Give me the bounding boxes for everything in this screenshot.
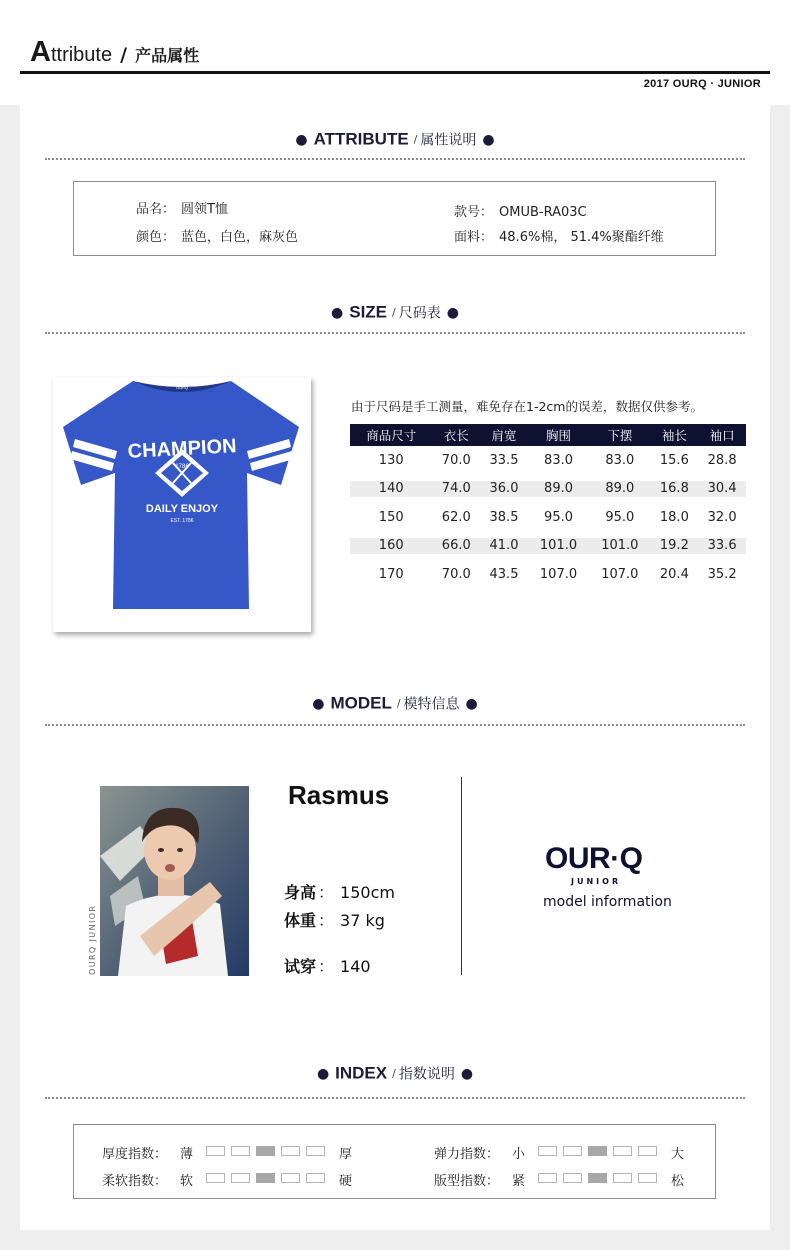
heading-en: MODEL bbox=[330, 693, 392, 713]
index-scale bbox=[206, 1173, 325, 1183]
product-image bbox=[53, 377, 311, 632]
index-row-fit: 版型指数： 紧 松 bbox=[434, 1174, 685, 1189]
model-side-text: OURQ JUNIOR bbox=[88, 904, 97, 975]
bullet-icon: ● bbox=[295, 131, 308, 148]
index-box bbox=[73, 1124, 716, 1199]
model-height: 身高 ： 150cm bbox=[284, 883, 395, 902]
table-cell: 36.0 bbox=[480, 475, 528, 504]
bullet-icon: ● bbox=[465, 695, 478, 712]
section-heading-index bbox=[20, 1063, 770, 1084]
index-cell bbox=[588, 1146, 607, 1156]
table-row bbox=[350, 475, 746, 504]
col-sleeve: 袖长 bbox=[651, 424, 699, 446]
index-cell bbox=[613, 1173, 632, 1183]
heading-separator: / bbox=[396, 697, 401, 710]
dotted-divider bbox=[45, 158, 745, 160]
attribute-fabric: 面料： 48.6%棉， 51.4%聚酯纤维 bbox=[454, 230, 664, 245]
logo-caption: model information bbox=[543, 894, 672, 910]
attribute-style-no: 款号： OMUB-RA03C bbox=[454, 205, 587, 220]
index-cell bbox=[206, 1173, 225, 1183]
index-scale bbox=[538, 1146, 657, 1156]
table-cell: 170 bbox=[378, 566, 404, 582]
bullet-icon: ● bbox=[460, 1065, 474, 1082]
index-cell bbox=[231, 1146, 250, 1156]
shirt-print-small: 1786 bbox=[175, 464, 189, 470]
tshirt-icon bbox=[53, 377, 311, 632]
heading-cn: 模特信息 bbox=[403, 696, 460, 713]
table-cell: 140 bbox=[350, 475, 432, 504]
table-row bbox=[350, 560, 746, 589]
index-row-thickness: 厚度指数： 薄 厚 bbox=[102, 1147, 353, 1162]
table-cell: 33.5 bbox=[489, 452, 519, 468]
index-cell bbox=[563, 1146, 582, 1156]
heading-separator: / bbox=[392, 1067, 396, 1080]
heading-cn: 尺码表 bbox=[398, 305, 441, 322]
table-cell: 107.0 bbox=[539, 566, 578, 582]
dotted-divider bbox=[45, 1097, 745, 1099]
table-cell: 35.2 bbox=[707, 566, 737, 582]
table-cell: 32.0 bbox=[707, 509, 737, 525]
table-cell: 18.0 bbox=[659, 509, 689, 525]
col-shoulder: 肩宽 bbox=[480, 424, 528, 446]
index-cell bbox=[206, 1146, 225, 1156]
ourq-logo-sub: JUNIOR bbox=[571, 877, 622, 886]
section-heading-size bbox=[20, 302, 770, 323]
table-cell: 41.0 bbox=[480, 532, 528, 561]
heading-cn: 指数说明 bbox=[398, 1066, 455, 1083]
index-row-elasticity: 弹力指数： 小 大 bbox=[434, 1147, 685, 1162]
table-row bbox=[350, 503, 746, 532]
heading-en: ATTRIBUTE bbox=[313, 129, 409, 149]
heading-separator: / bbox=[413, 133, 418, 146]
index-cell bbox=[638, 1173, 657, 1183]
bullet-icon: ● bbox=[316, 1065, 330, 1082]
index-cell bbox=[538, 1146, 557, 1156]
attribute-box bbox=[73, 181, 716, 256]
table-cell: 107.0 bbox=[601, 566, 639, 582]
table-cell: 70.0 bbox=[441, 452, 471, 468]
table-row bbox=[350, 532, 746, 561]
table-cell: 19.2 bbox=[651, 532, 699, 561]
vertical-divider bbox=[461, 777, 462, 975]
brand-tag: 2017 OURQ · JUNIOR bbox=[643, 78, 761, 90]
title-rest: ttribute bbox=[50, 44, 113, 66]
bullet-icon: ● bbox=[446, 304, 459, 321]
heading-en: INDEX bbox=[335, 1063, 388, 1083]
table-cell: 16.8 bbox=[651, 475, 699, 504]
section-heading-model bbox=[20, 693, 770, 714]
page-header bbox=[0, 0, 790, 105]
shirt-print-top: CHAMPION bbox=[127, 435, 238, 463]
col-length: 衣长 bbox=[432, 424, 480, 446]
bullet-icon: ● bbox=[482, 131, 495, 148]
index-cell bbox=[563, 1173, 582, 1183]
table-cell: 33.6 bbox=[698, 532, 746, 561]
content-card bbox=[20, 105, 770, 1230]
index-cell bbox=[231, 1173, 250, 1183]
index-cell bbox=[588, 1173, 607, 1183]
table-cell: 20.4 bbox=[659, 566, 689, 582]
table-cell: 130 bbox=[378, 452, 404, 468]
index-cell bbox=[613, 1146, 632, 1156]
col-size: 商品尺寸 bbox=[350, 424, 432, 446]
title-initial: A bbox=[30, 36, 51, 68]
col-chest: 胸围 bbox=[528, 424, 589, 446]
model-name: Rasmus bbox=[288, 780, 390, 810]
index-row-softness: 柔软指数： 软 硬 bbox=[102, 1174, 353, 1189]
table-cell: 15.6 bbox=[659, 452, 689, 468]
section-heading-attribute bbox=[20, 129, 770, 150]
table-cell: 74.0 bbox=[432, 475, 480, 504]
col-hem: 下摆 bbox=[589, 424, 650, 446]
bullet-icon: ● bbox=[312, 695, 325, 712]
size-note: 由于尺码是手工测量，难免存在1-2cm的误差，数据仅供参考。 bbox=[351, 399, 703, 414]
shirt-print-bottom: EST. 1786 bbox=[170, 518, 194, 524]
table-cell: 101.0 bbox=[528, 532, 589, 561]
index-cell bbox=[256, 1173, 275, 1183]
index-cell bbox=[281, 1173, 300, 1183]
heading-en: SIZE bbox=[349, 302, 388, 322]
table-cell: 43.5 bbox=[489, 566, 519, 582]
page-title bbox=[30, 36, 199, 69]
table-cell: 95.0 bbox=[605, 509, 635, 525]
size-table bbox=[350, 424, 746, 589]
ourq-logo: OUR·Q bbox=[545, 842, 643, 875]
table-cell: 83.0 bbox=[605, 452, 635, 468]
index-cell bbox=[281, 1146, 300, 1156]
table-cell: 89.0 bbox=[589, 475, 650, 504]
table-cell: 38.5 bbox=[489, 509, 519, 525]
dotted-divider bbox=[45, 724, 745, 726]
index-cell bbox=[256, 1146, 275, 1156]
model-photo bbox=[100, 786, 249, 976]
size-table-header bbox=[350, 424, 746, 446]
attribute-name: 品名： 圆领T恤 bbox=[136, 202, 228, 217]
model-fit: 试穿 ： 140 bbox=[284, 957, 371, 976]
table-cell: 83.0 bbox=[544, 452, 573, 468]
table-cell: 70.0 bbox=[441, 566, 471, 582]
index-cell bbox=[538, 1173, 557, 1183]
index-cell bbox=[306, 1173, 325, 1183]
title-chinese: 产品属性 bbox=[135, 46, 200, 65]
heading-separator: / bbox=[392, 306, 396, 319]
bullet-icon: ● bbox=[331, 304, 344, 321]
shirt-print-mid: DAILY ENJOY bbox=[145, 503, 219, 515]
index-scale bbox=[538, 1173, 657, 1183]
table-cell: 150 bbox=[378, 509, 404, 525]
dotted-divider bbox=[45, 332, 745, 334]
table-cell: 95.0 bbox=[544, 509, 573, 525]
shirt-neck-tag: OURQ bbox=[176, 385, 188, 390]
index-cell bbox=[638, 1146, 657, 1156]
model-weight: 体重 ： 37 kg bbox=[284, 911, 385, 930]
title-slash: / bbox=[120, 44, 128, 66]
heading-cn: 属性说明 bbox=[420, 132, 477, 149]
table-cell: 66.0 bbox=[432, 532, 480, 561]
col-cuff: 袖口 bbox=[698, 424, 746, 446]
attribute-color: 颜色： 蓝色，白色，麻灰色 bbox=[136, 230, 299, 245]
table-cell: 101.0 bbox=[589, 532, 650, 561]
header-rule bbox=[20, 71, 770, 74]
model-portrait-icon bbox=[100, 786, 249, 976]
table-cell: 28.8 bbox=[707, 452, 737, 468]
table-row bbox=[350, 446, 746, 475]
table-cell: 62.0 bbox=[441, 509, 471, 525]
index-cell bbox=[306, 1146, 325, 1156]
table-cell: 89.0 bbox=[528, 475, 589, 504]
table-cell: 160 bbox=[350, 532, 432, 561]
table-cell: 30.4 bbox=[698, 475, 746, 504]
index-scale bbox=[206, 1146, 325, 1156]
